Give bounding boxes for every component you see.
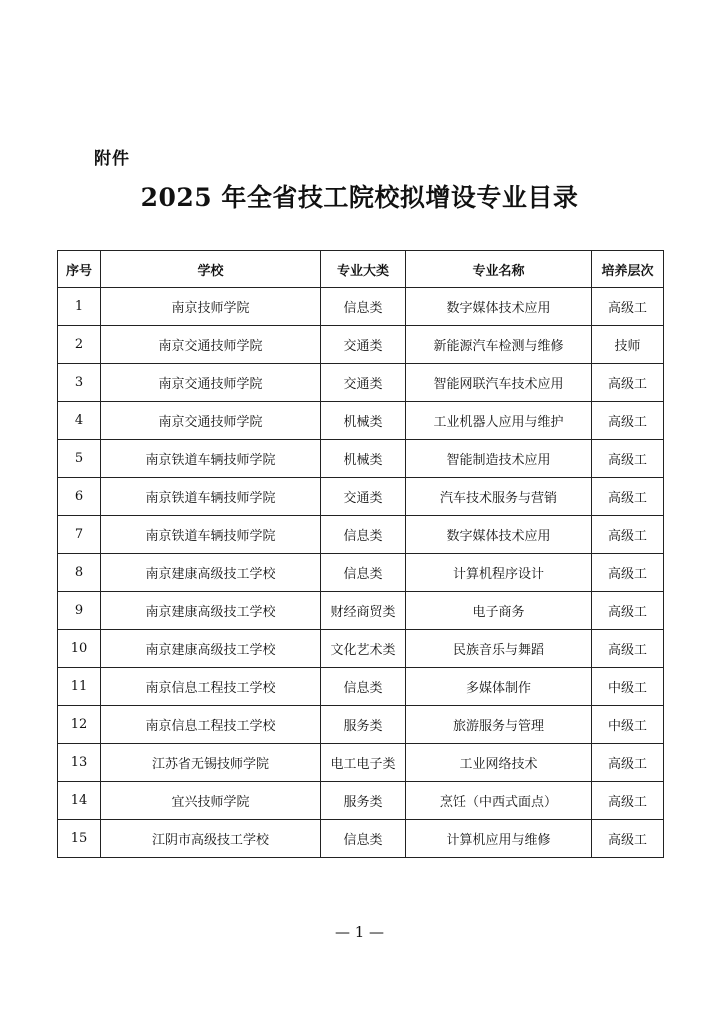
cell-school: 南京交通技师学院	[101, 402, 321, 440]
cell-school: 宜兴技师学院	[101, 782, 321, 820]
table-row	[58, 478, 664, 516]
table-row	[58, 744, 664, 782]
table-row	[58, 516, 664, 554]
table-row	[58, 592, 664, 630]
cell-index: 11	[58, 668, 101, 706]
cell-category: 信息类	[321, 516, 406, 554]
cell-index: 7	[58, 516, 101, 554]
cell-school: 南京交通技师学院	[101, 364, 321, 402]
table-row	[58, 326, 664, 364]
cell-school: 南京建康高级技工学校	[101, 592, 321, 630]
cell-category: 电工电子类	[321, 744, 406, 782]
cell-school: 江阴市高级技工学校	[101, 820, 321, 858]
cell-specialty: 多媒体制作	[406, 668, 592, 706]
table-row	[58, 820, 664, 858]
cell-specialty: 计算机应用与维修	[406, 820, 592, 858]
cell-specialty: 旅游服务与管理	[406, 706, 592, 744]
table-header	[58, 251, 664, 288]
cell-school: 南京信息工程技工学校	[101, 668, 321, 706]
cell-level: 中级工	[592, 706, 664, 744]
cell-specialty: 数字媒体技术应用	[406, 516, 592, 554]
cell-index: 3	[58, 364, 101, 402]
cell-specialty: 工业机器人应用与维护	[406, 402, 592, 440]
header-specialty: 专业名称	[406, 251, 592, 288]
cell-level: 高级工	[592, 630, 664, 668]
header-row	[58, 251, 664, 288]
cell-specialty: 新能源汽车检测与维修	[406, 326, 592, 364]
cell-school: 南京铁道车辆技师学院	[101, 440, 321, 478]
header-school: 学校	[101, 251, 321, 288]
cell-specialty: 民族音乐与舞蹈	[406, 630, 592, 668]
cell-specialty: 工业网络技术	[406, 744, 592, 782]
document-title: 2025 年全省技工院校拟增设专业目录	[140, 183, 579, 212]
cell-index: 2	[58, 326, 101, 364]
cell-index: 4	[58, 402, 101, 440]
cell-specialty: 烹饪（中西式面点）	[406, 782, 592, 820]
specialty-catalog-table	[57, 250, 664, 858]
table-row	[58, 554, 664, 592]
cell-category: 财经商贸类	[321, 592, 406, 630]
cell-level: 高级工	[592, 744, 664, 782]
table-row	[58, 782, 664, 820]
cell-specialty: 数字媒体技术应用	[406, 288, 592, 326]
cell-level: 高级工	[592, 554, 664, 592]
cell-index: 8	[58, 554, 101, 592]
cell-index: 6	[58, 478, 101, 516]
cell-category: 交通类	[321, 364, 406, 402]
cell-index: 15	[58, 820, 101, 858]
cell-level: 高级工	[592, 592, 664, 630]
header-level: 培养层次	[592, 251, 664, 288]
cell-school: 南京建康高级技工学校	[101, 554, 321, 592]
cell-index: 1	[58, 288, 101, 326]
cell-index: 9	[58, 592, 101, 630]
cell-index: 12	[58, 706, 101, 744]
cell-specialty: 电子商务	[406, 592, 592, 630]
table-row	[58, 288, 664, 326]
cell-index: 5	[58, 440, 101, 478]
cell-school: 南京铁道车辆技师学院	[101, 478, 321, 516]
cell-index: 10	[58, 630, 101, 668]
cell-specialty: 汽车技术服务与营销	[406, 478, 592, 516]
cell-school: 南京建康高级技工学校	[101, 630, 321, 668]
cell-level: 高级工	[592, 782, 664, 820]
cell-school: 南京技师学院	[101, 288, 321, 326]
header-category: 专业大类	[321, 251, 406, 288]
cell-category: 机械类	[321, 440, 406, 478]
cell-level: 高级工	[592, 478, 664, 516]
cell-category: 信息类	[321, 288, 406, 326]
table-row	[58, 402, 664, 440]
cell-category: 信息类	[321, 554, 406, 592]
cell-category: 交通类	[321, 326, 406, 364]
cell-level: 高级工	[592, 440, 664, 478]
cell-level: 高级工	[592, 288, 664, 326]
cell-category: 文化艺术类	[321, 630, 406, 668]
cell-category: 信息类	[321, 668, 406, 706]
cell-category: 服务类	[321, 782, 406, 820]
table-row	[58, 440, 664, 478]
cell-school: 南京铁道车辆技师学院	[101, 516, 321, 554]
cell-school: 南京信息工程技工学校	[101, 706, 321, 744]
cell-index: 14	[58, 782, 101, 820]
cell-level: 中级工	[592, 668, 664, 706]
table-row	[58, 630, 664, 668]
cell-school: 江苏省无锡技师学院	[101, 744, 321, 782]
cell-specialty: 智能制造技术应用	[406, 440, 592, 478]
cell-specialty: 智能网联汽车技术应用	[406, 364, 592, 402]
attachment-label: 附件	[94, 149, 130, 169]
cell-level: 高级工	[592, 364, 664, 402]
cell-category: 服务类	[321, 706, 406, 744]
cell-category: 信息类	[321, 820, 406, 858]
cell-school: 南京交通技师学院	[101, 326, 321, 364]
cell-level: 技师	[592, 326, 664, 364]
page-number: — 1 —	[334, 923, 385, 941]
cell-level: 高级工	[592, 820, 664, 858]
cell-level: 高级工	[592, 516, 664, 554]
cell-category: 机械类	[321, 402, 406, 440]
table-row	[58, 706, 664, 744]
table-row	[58, 364, 664, 402]
cell-specialty: 计算机程序设计	[406, 554, 592, 592]
cell-index: 13	[58, 744, 101, 782]
table-body	[58, 288, 664, 858]
cell-level: 高级工	[592, 402, 664, 440]
cell-category: 交通类	[321, 478, 406, 516]
header-index: 序号	[58, 251, 101, 288]
table-row	[58, 668, 664, 706]
